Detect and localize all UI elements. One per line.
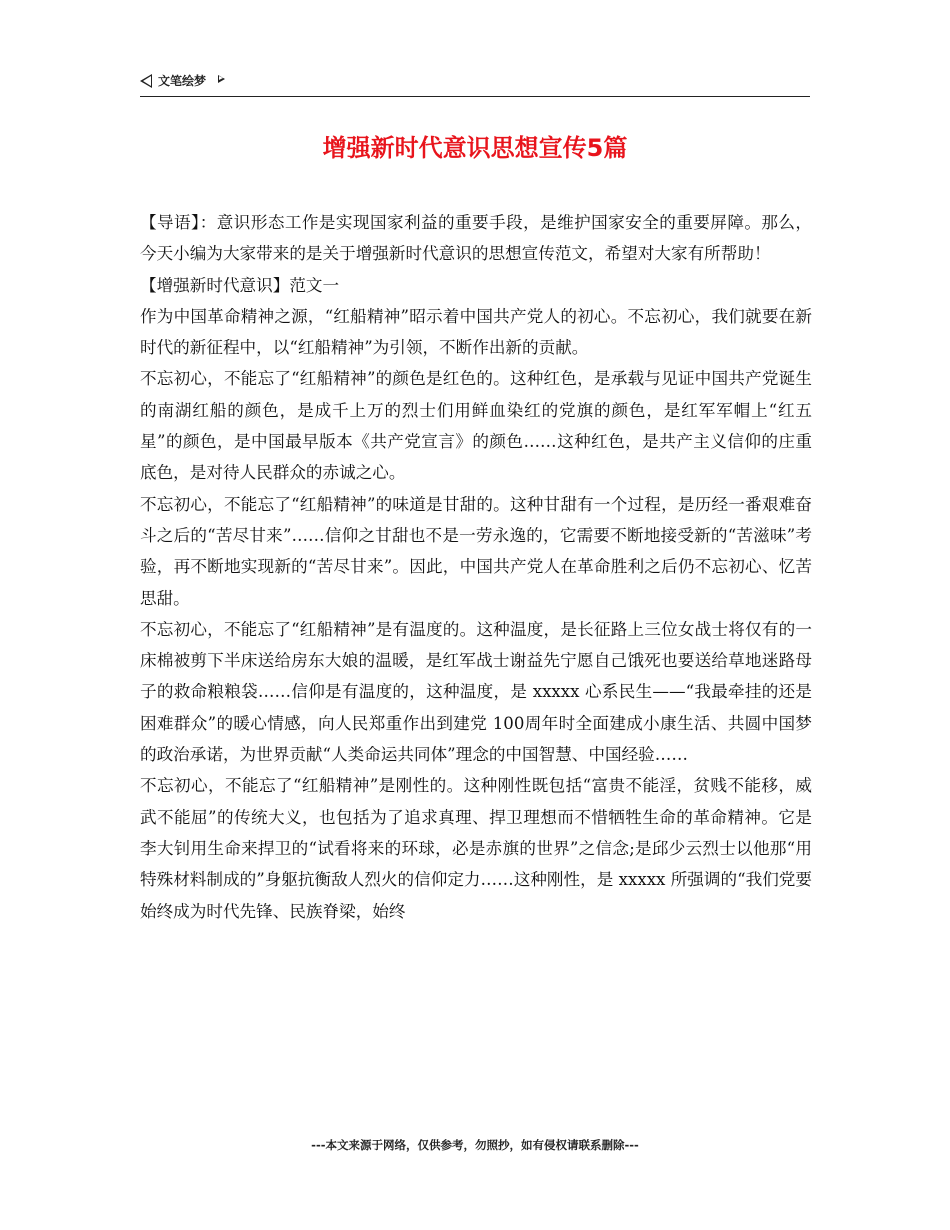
body-paragraph: 作为中国革命精神之源，“红船精神”昭示着中国共产党人的初心。不忘初心，我们就要在新时代的新征程中，以“红船精神”为引领，不断作出新的贡献。 [140, 306, 812, 358]
footer-notice: ---本文来源于网络，仅供参考，勿照抄，如有侵权请联系删除--- [311, 1138, 639, 1152]
document-body [140, 207, 812, 927]
body-paragraph: 不忘初心，不能忘了“红船精神”的味道是甘甜的。这种甘甜有一个过程，是历经一番艰难奋斗之后的“苦尽甘来”……信仰之甘甜也不是一劳永逸的，它需要不断地接受新的“苦滋味”考验，再不断地实现新的“苦尽甘来”。因此，中国共产党人在革命胜利之后仍不忘初心、忆苦思甜。 [140, 494, 812, 608]
page-header [140, 70, 810, 97]
intro-paragraph: 【导语】：意识形态工作是实现国家利益的重要手段，是维护国家安全的重要屏障。那么，今天小编为大家带来的是关于增强新时代意识的思想宣传范文，希望对大家有所帮助！ [140, 213, 812, 264]
brand-label: 文笔绘梦 [158, 74, 207, 88]
section-heading: 【增强新时代意识】范文一 [140, 275, 340, 295]
triangle-left-icon [140, 74, 152, 88]
triangle-right-icon [218, 75, 225, 83]
document-title: 增强新时代意识思想宣传5篇 [322, 134, 628, 162]
body-paragraph: 不忘初心，不能忘了“红船精神”是刚性的。这种刚性既包括“富贵不能淫，贫贱不能移，威武不能屈”的传统大义，也包括为了追求真理、捍卫理想而不惜牺牲生命的革命精神。它是李大钊用生命来捍卫的“试看将来的环球，必是赤旗的世界”之信念;是邱少云烈士以他那“用特殊材料制成的”身躯抗衡敌人烈火的信仰定力……这种刚性，是 xxxxx 所强调的“我们党要始终成为时代先锋、民族脊梁，始终 [140, 776, 812, 921]
brand [140, 72, 225, 89]
body-paragraph: 不忘初心，不能忘了“红船精神”的颜色是红色的。这种红色，是承载与见证中国共产党诞生的南湖红船的颜色，是成千上万的烈士们用鲜血染红的党旗的颜色，是红军军帽上“红五星”的颜色，是中国最早版本《共产党宣言》的颜色……这种红色，是共产主义信仰的庄重底色，是对待人民群众的赤诚之心。 [140, 369, 812, 483]
body-paragraph: 不忘初心，不能忘了“红船精神”是有温度的。这种温度，是长征路上三位女战士将仅有的一床棉被剪下半床送给房东大娘的温暖，是红军战士谢益先宁愿自己饿死也要送给草地迷路母子的救命粮粮袋……信仰是有温度的，这种温度，是 xxxxx 心系民生——“我最牵挂的还是困难群众”的暖心情感，向人民郑重作出到建党 100周年时全面建成小康生活、共圆中国梦的政治承诺，为世界贡献“人类命运共同体”理念的中国智慧、中国经验…… [140, 619, 812, 765]
